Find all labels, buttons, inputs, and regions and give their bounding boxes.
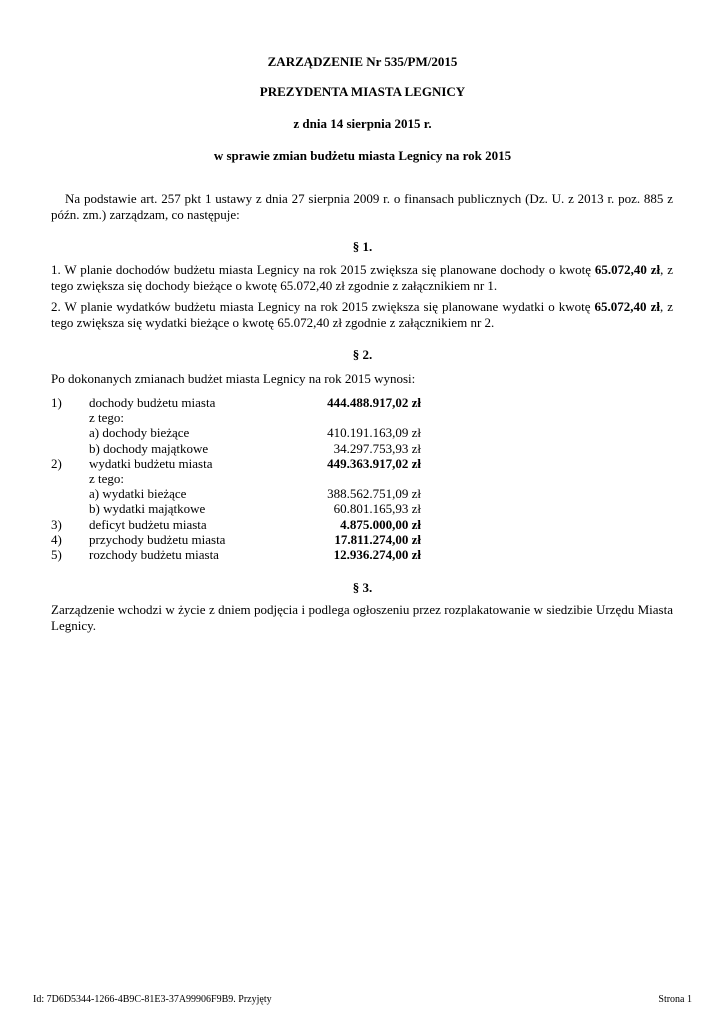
row-label: przychody budżetu miasta bbox=[89, 531, 226, 547]
budget-table bbox=[51, 395, 431, 562]
budget-row bbox=[51, 501, 431, 516]
row-label: dochody budżetu miasta bbox=[89, 395, 216, 410]
row-label: a) dochody bieżące bbox=[89, 425, 190, 441]
budget-row bbox=[51, 441, 431, 456]
budget-row bbox=[51, 425, 431, 440]
row-number: 1) bbox=[51, 395, 62, 410]
amount: 65.072,40 zł bbox=[594, 299, 660, 314]
budget-row bbox=[51, 410, 431, 425]
row-value: 17.811.274,00 zł bbox=[334, 531, 421, 547]
section-2-intro: Po dokonanych zmianach budżet miasta Legnicy na rok 2015 wynosi: bbox=[51, 371, 416, 386]
budget-row bbox=[51, 486, 431, 501]
row-number: 5) bbox=[51, 546, 62, 562]
section-1-paragraph-2 bbox=[51, 299, 673, 331]
row-number: 3) bbox=[51, 516, 62, 532]
row-label: b) wydatki majątkowe bbox=[89, 501, 206, 517]
row-label: rozchody budżetu miasta bbox=[89, 546, 219, 562]
row-value: 12.936.274,00 zł bbox=[333, 546, 421, 562]
row-number: 4) bbox=[51, 531, 62, 547]
section-3-mark: § 3. bbox=[352, 580, 373, 595]
row-label: b) dochody majątkowe bbox=[89, 440, 209, 456]
budget-row bbox=[51, 456, 431, 471]
section-1-mark: § 1. bbox=[352, 239, 373, 254]
row-value: 410.191.163,09 zł bbox=[327, 425, 421, 441]
preamble: Na podstawie art. 257 pkt 1 ustawy z dnia 27 sierpnia 2009 r. o finansach publicznych (Dz. U. z 2013 r. poz. 885 z późn. zm.) zarządzam, co następuje: bbox=[51, 191, 673, 222]
paragraph-text: , z tego zwiększa się wydatki bieżące o kwotę 65.072,40 zł zgodnie z załącznikiem nr 2. bbox=[51, 299, 673, 330]
document-subject: w sprawie zmian budżetu miasta Legnicy na rok 2015 bbox=[213, 148, 512, 163]
document-title: ZARZĄDZENIE Nr 535/PM/2015 bbox=[267, 54, 458, 69]
row-value: 449.363.917,02 zł bbox=[327, 455, 421, 471]
paragraph-text: 2. W planie wydatków budżetu miasta Legnicy na rok 2015 zwiększa się planowane wydatki o kwotę bbox=[51, 299, 595, 314]
budget-row bbox=[51, 532, 431, 547]
budget-row bbox=[51, 395, 431, 410]
budget-row bbox=[51, 517, 431, 532]
document-date: z dnia 14 sierpnia 2015 r. bbox=[293, 116, 432, 131]
paragraph-text: , z tego zwiększa się dochody bieżące o kwotę 65.072,40 zł zgodnie z załącznikiem nr 1. bbox=[51, 262, 674, 293]
row-label: a) wydatki bieżące bbox=[89, 486, 187, 502]
section-3-text: Zarządzenie wchodzi w życie z dniem podjęcia i podlega ogłoszeniu przez rozplakatowanie w siedzibie Urzędu Miasta Legnicy. bbox=[51, 602, 673, 633]
row-label: z tego: bbox=[89, 470, 125, 486]
amount: 65.072,40 zł bbox=[594, 262, 661, 277]
paragraph-text: 1. W planie dochodów budżetu miasta Legnicy na rok 2015 zwiększa się planowane dochody o kwotę bbox=[51, 262, 595, 277]
row-value: 444.488.917,02 zł bbox=[327, 395, 421, 410]
row-label: wydatki budżetu miasta bbox=[89, 455, 213, 471]
section-2-mark: § 2. bbox=[352, 347, 373, 362]
row-value: 4.875.000,00 zł bbox=[340, 516, 421, 532]
row-number: 2) bbox=[51, 455, 62, 471]
row-label: deficyt budżetu miasta bbox=[89, 516, 207, 532]
row-value: 34.297.753,93 zł bbox=[333, 440, 421, 456]
row-value: 388.562.751,09 zł bbox=[327, 486, 421, 502]
document-id: Id: 7D6D5344-1266-4B9C-81E3-37A99906F9B9. Przyjęty bbox=[33, 994, 272, 1005]
issuer-title: PREZYDENTA MIASTA LEGNICY bbox=[259, 84, 466, 99]
budget-row bbox=[51, 547, 431, 562]
page-number: Strona 1 bbox=[658, 994, 692, 1005]
row-value: 60.801.165,93 zł bbox=[333, 501, 421, 517]
budget-row bbox=[51, 471, 431, 486]
row-label: z tego: bbox=[89, 410, 125, 426]
section-1-paragraph-1 bbox=[51, 262, 673, 294]
